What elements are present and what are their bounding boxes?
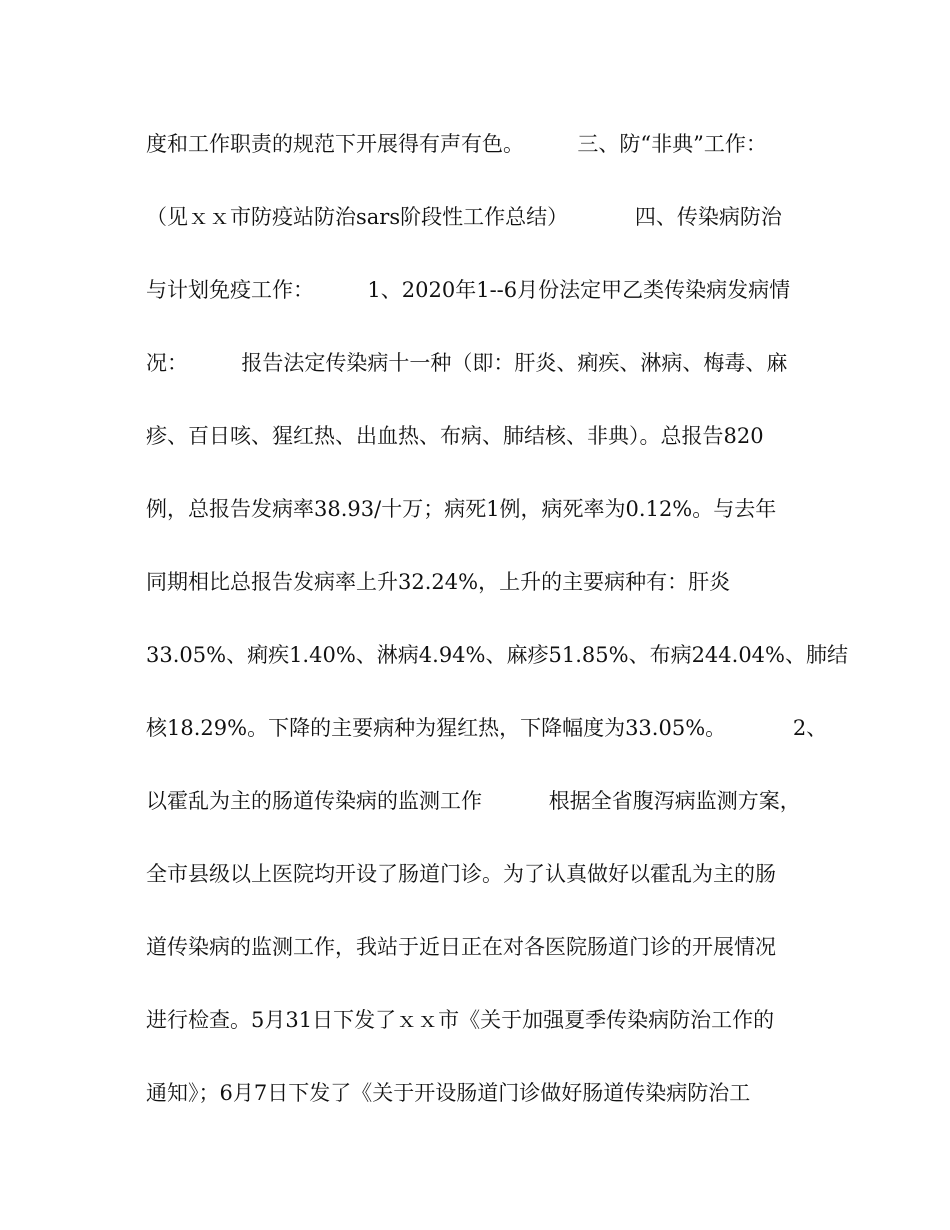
body-text-line: 度和工作职责的规范下开展得有声有色。 三、防“非典”工作： [146, 132, 767, 156]
body-text-line: 同期相比总报告发病率上升32.24%，上升的主要病种有：肝炎 [146, 570, 731, 594]
body-text-line: 全市县级以上医院均开设了肠道门诊。为了认真做好以霍乱为主的肠 [146, 862, 776, 886]
body-text-line: 况： 报告法定传染病十一种（即：肝炎、痢疾、淋病、梅毒、麻 [146, 351, 788, 375]
body-text-line: 通知》；6月7日下发了《关于开设肠道门诊做好肠道传染病防治工 [146, 1081, 751, 1105]
body-text-line: 例，总报告发病率38.93/十万；病死1例，病死率为0.12%。与去年 [146, 497, 777, 521]
body-text-line: 疹、百日咳、猩红热、出血热、布病、肺结核、非典）。总报告820 [146, 424, 764, 448]
body-text-line: 进行检查。5月31日下发了ｘｘ市《关于加强夏季传染病防治工作的 [146, 1008, 775, 1032]
body-text-line: 与计划免疫工作： 1、2020年1--6月份法定甲乙类传染病发病情 [146, 278, 791, 302]
body-text-line: 以霍乱为主的肠道传染病的监测工作 根据全省腹泻病监测方案， [146, 789, 801, 813]
body-text-line: 道传染病的监测工作，我站于近日正在对各医院肠道门诊的开展情况 [146, 935, 776, 959]
body-text-line: 33.05%、痢疾1.40%、淋病4.94%、麻疹51.85%、布病244.04%、肺结 [146, 643, 849, 667]
body-text-line: 核18.29%。下降的主要病种为猩红热，下降幅度为33.05%。 2、 [146, 716, 828, 740]
body-text-line: （见ｘｘ市防疫站防治sars阶段性工作总结） 四、传染病防治 [146, 205, 782, 229]
